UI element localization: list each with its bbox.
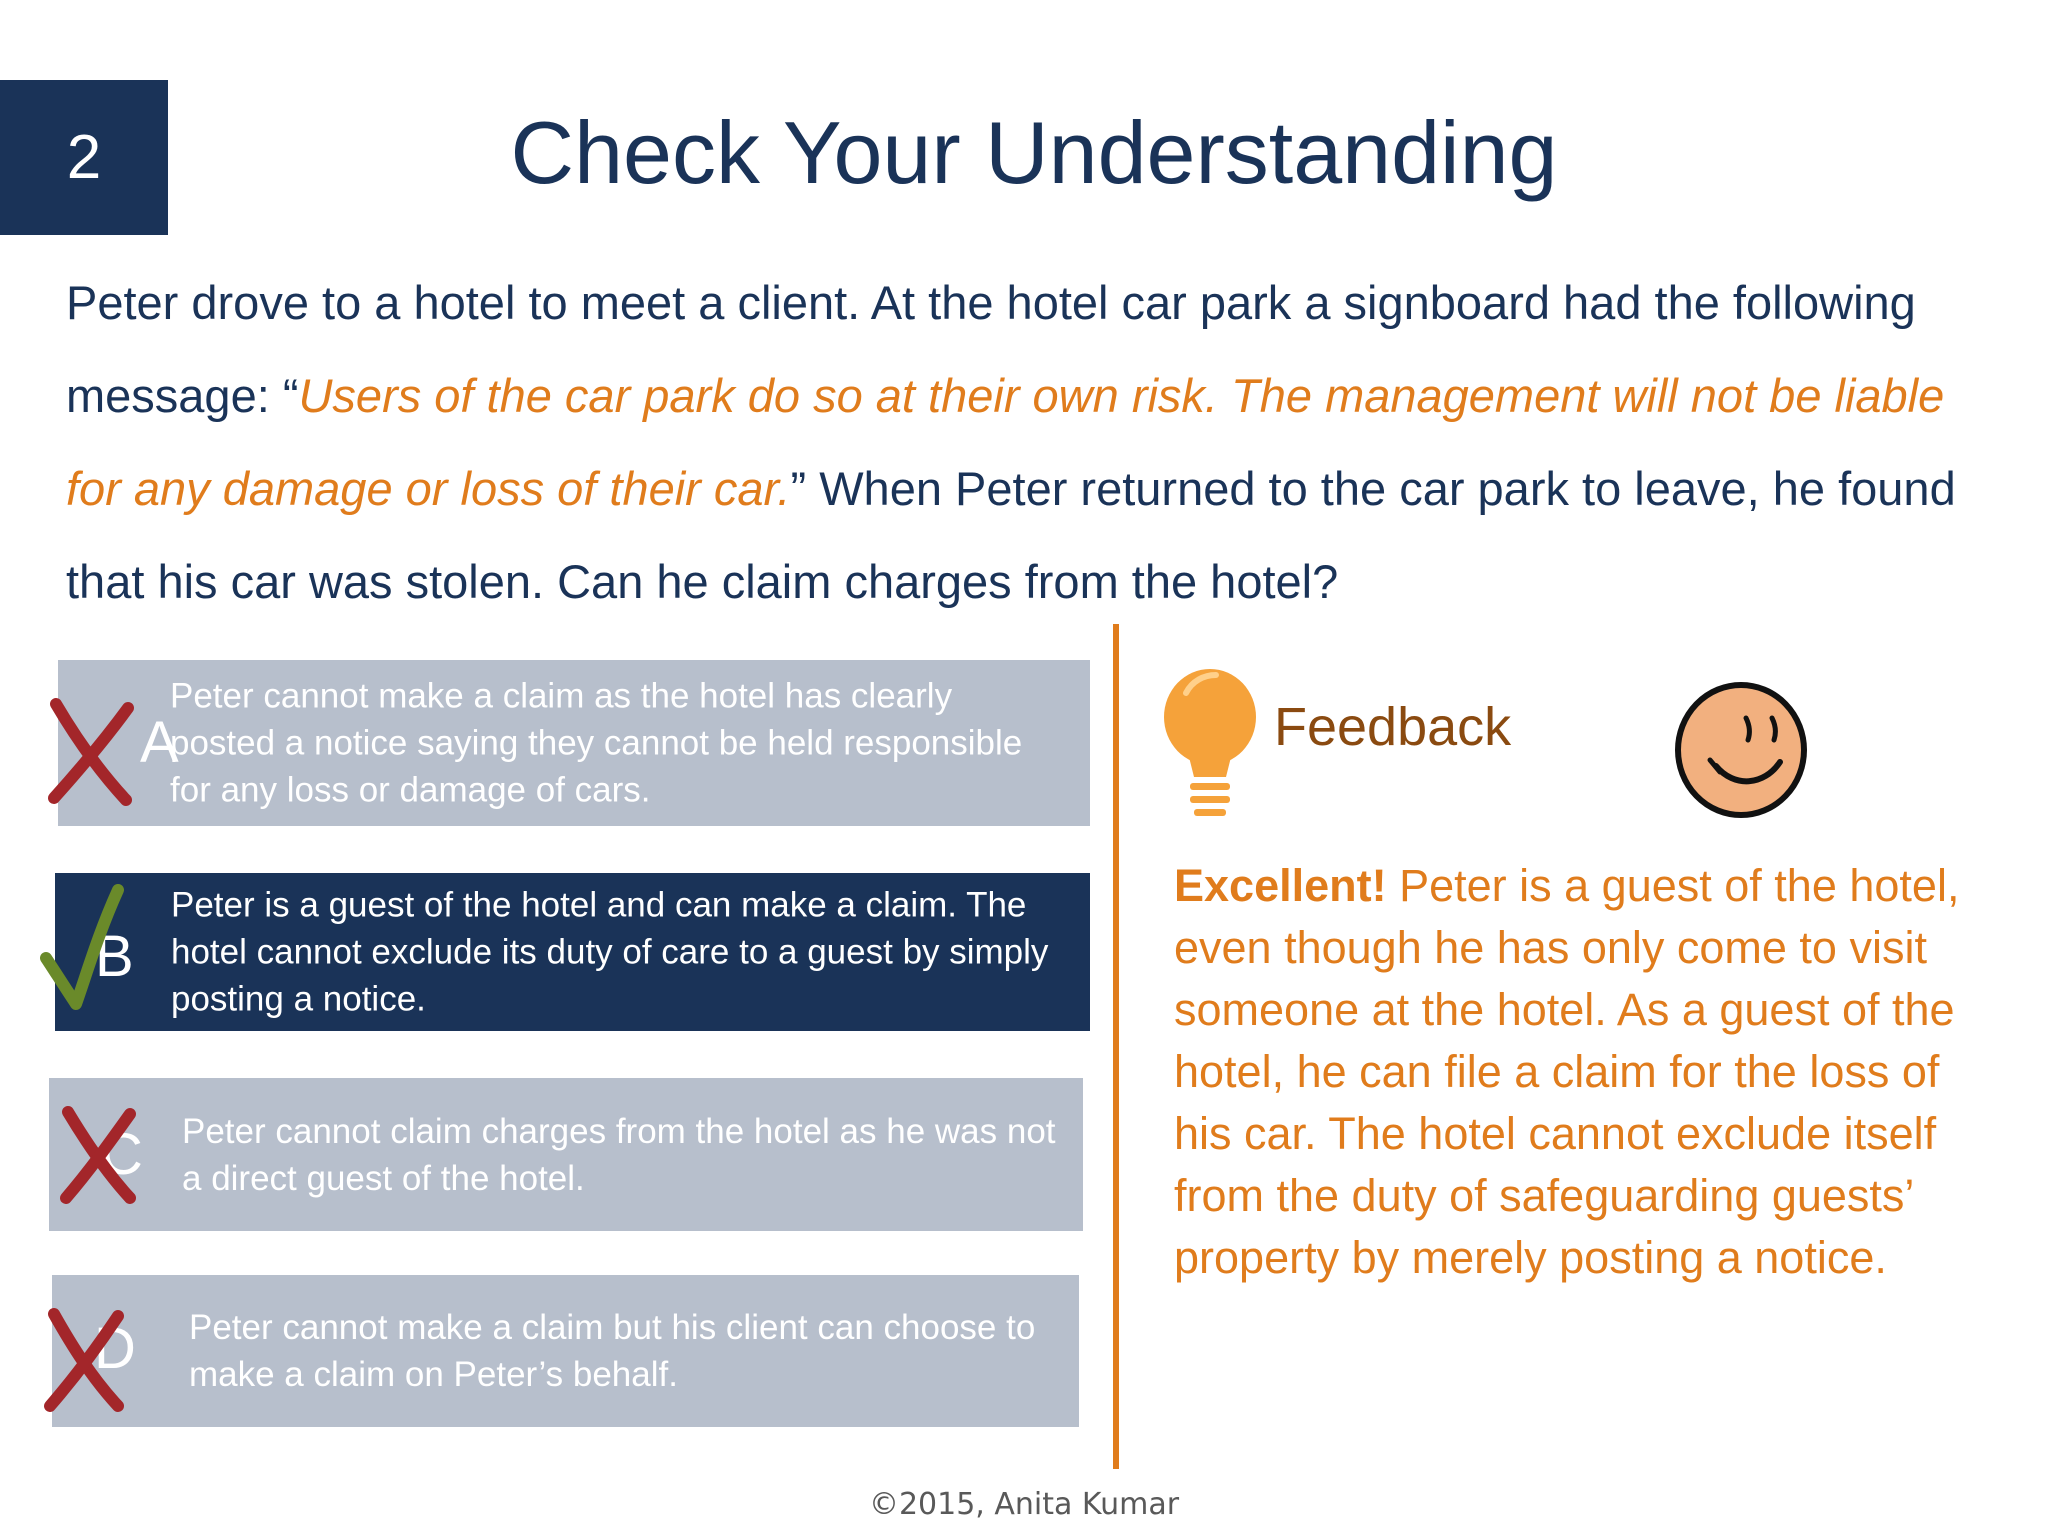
- option-a[interactable]: [58, 660, 1090, 826]
- quote-open-mark: “: [282, 369, 299, 422]
- option-text: Peter cannot claim charges from the hotel as he was not a direct guest of the hotel.: [182, 1111, 1056, 1198]
- option-text: Peter is a guest of the hotel and can make a claim. The hotel cannot exclude its duty of care to a guest by simply posting a notice.: [171, 885, 1049, 1019]
- feedback-label: Feedback: [1274, 697, 1512, 757]
- question-intro: Peter drove to a hotel to meet a client. At the hotel car park a signboard had the following message:: [66, 276, 1916, 422]
- option-text: Peter cannot make a claim but his client can choose to make a claim on Peter’s behalf.: [189, 1308, 1036, 1394]
- option-letter: B: [95, 924, 134, 989]
- page-title: Check Your Understanding: [510, 103, 1558, 202]
- feedback-text: [1174, 855, 1974, 1289]
- vertical-divider: [1113, 624, 1119, 1469]
- smiley-face-icon: [1672, 680, 1810, 820]
- option-b[interactable]: [55, 873, 1090, 1031]
- feedback-headline: Excellent!: [1174, 860, 1387, 911]
- option-letter: A: [140, 710, 179, 775]
- option-text: Peter cannot make a claim as the hotel has clearly posted a notice saying they cannot be held responsible for any loss or damage of cars.: [170, 676, 1023, 810]
- slide-number: 2: [0, 80, 168, 235]
- option-letter: D: [94, 1316, 136, 1381]
- footer-copyright: ©2015, Anita Kumar: [868, 1487, 1180, 1522]
- option-c[interactable]: [49, 1078, 1083, 1231]
- lightbulb-icon: [1160, 665, 1260, 823]
- question-rest: When Peter returned to the car park to leave, he found that his car was stolen. Can he claim charges from the hotel?: [66, 462, 1956, 608]
- signboard-quote: Users of the car park do so at their own risk. The management will not be liable for any damage or loss of their car.: [66, 369, 1945, 515]
- option-d[interactable]: [52, 1275, 1079, 1427]
- option-letter: C: [101, 1122, 143, 1187]
- quote-close-mark: ”: [790, 462, 807, 515]
- feedback-body: Peter is a guest of the hotel, even though he has only come to visit someone at the hotel. As a guest of the hotel, he can file a claim for the loss of his car. The hotel cannot exclude itself from the duty of safeguarding guests’ property by merely posting a notice.: [1174, 860, 1960, 1283]
- question-text: [66, 256, 1996, 628]
